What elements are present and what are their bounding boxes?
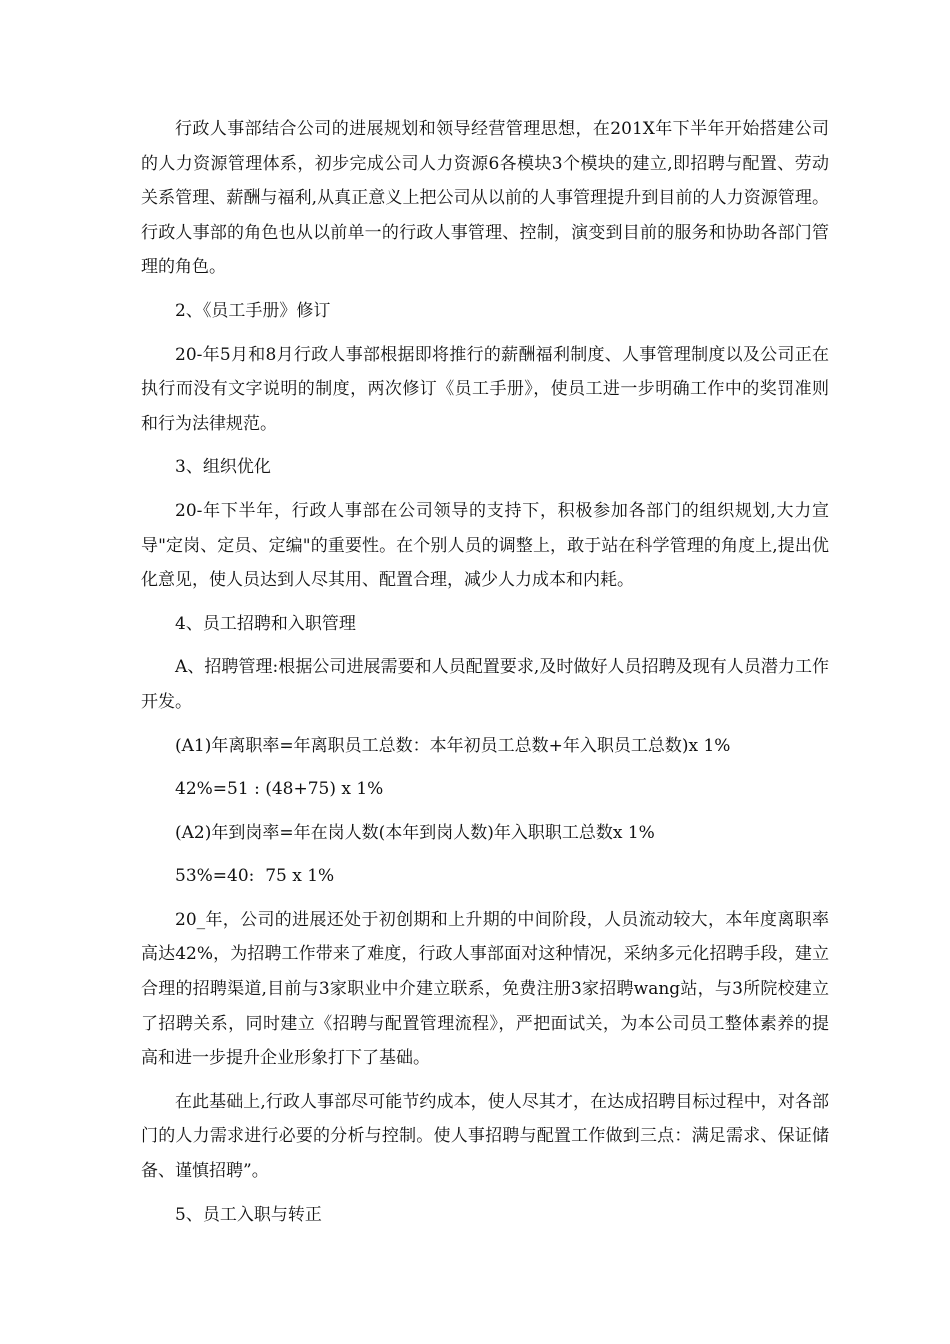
formula-arrival-rate: (A2)年到岗率=年在岗人数(本年到岗人数)年入职职工总数x 1% xyxy=(175,822,655,843)
paragraph-hr-system: 行政人事部结合公司的进展规划和领导经营管理思想，在201X年下半年开始搭建公司的人力资源管理体系，初步完成公司人力资源6各模块3个模块的建立,即招聘与配置、劳动关系管理、薪酬与福利,从真正意义上把公司从以前的人事管理提升到目前的人力资源管理。行政人事部的角色也从以前单一的行政人事管理、控制，演变到目前的服务和协助各部门管理的角色。 xyxy=(141,119,829,278)
heading-recruitment: 4、员工招聘和入职管理 xyxy=(175,613,356,634)
paragraph-recruitment-management: A、招聘管理:根据公司进展需要和人员配置要求,及时做好人员招聘及现有人员潜力工作开发。 xyxy=(141,657,829,712)
paragraph-organization-optimization: 20-年下半年，行政人事部在公司领导的支持下，积极参加各部门的组织规划,大力宣导"定岗、定员、定编"的重要性。在个别人员的调整上，敢于站在科学管理的角度上,提出优化意见，使人员达到人尽其用、配置合理，减少人力成本和内耗。 xyxy=(141,500,829,591)
heading-organization-optimization: 3、组织优化 xyxy=(175,457,271,478)
formula-turnover-value: 42%=51 : (48+75) x 1% xyxy=(175,779,384,800)
heading-employee-handbook: 2、《员工手册》修订 xyxy=(175,300,331,321)
formula-arrival-value: 53%=40: 75 x 1% xyxy=(175,866,335,887)
document-body xyxy=(141,112,829,1241)
paragraph-cost-control: 在此基础上,行政人事部尽可能节约成本，使人尽其才，在达成招聘目标过程中，对各部门的人力需求进行必要的分析与控制。使人事招聘与配置工作做到三点：满足需求、保证储备、谨慎招聘”。 xyxy=(141,1091,829,1182)
paragraph-recruitment-summary: 20_年，公司的进展还处于初创期和上升期的中间阶段，人员流动较大，本年度离职率高达42%，为招聘工作带来了难度，行政人事部面对这种情况，采纳多元化招聘手段，建立合理的招聘渠道,目前与3家职业中介建立联系，免费注册3家招聘wang站，与3所院校建立了招聘关系，同时建立《招聘与配置管理流程》，严把面试关，为本公司员工整体素养的提高和进一步提升企业形象打下了基础。 xyxy=(141,909,829,1069)
formula-turnover-rate: (A1)年离职率=年离职员工总数：本年初员工总数+年入职员工总数)x 1% xyxy=(175,735,731,756)
paragraph-handbook-revision: 20-年5月和8月行政人事部根据即将推行的薪酬福利制度、人事管理制度以及公司正在执行而没有文字说明的制度，两次修订《员工手册》，使员工进一步明确工作中的奖罚准则和行为法律规范。 xyxy=(141,344,829,434)
heading-onboarding: 5、员工入职与转正 xyxy=(175,1204,322,1225)
